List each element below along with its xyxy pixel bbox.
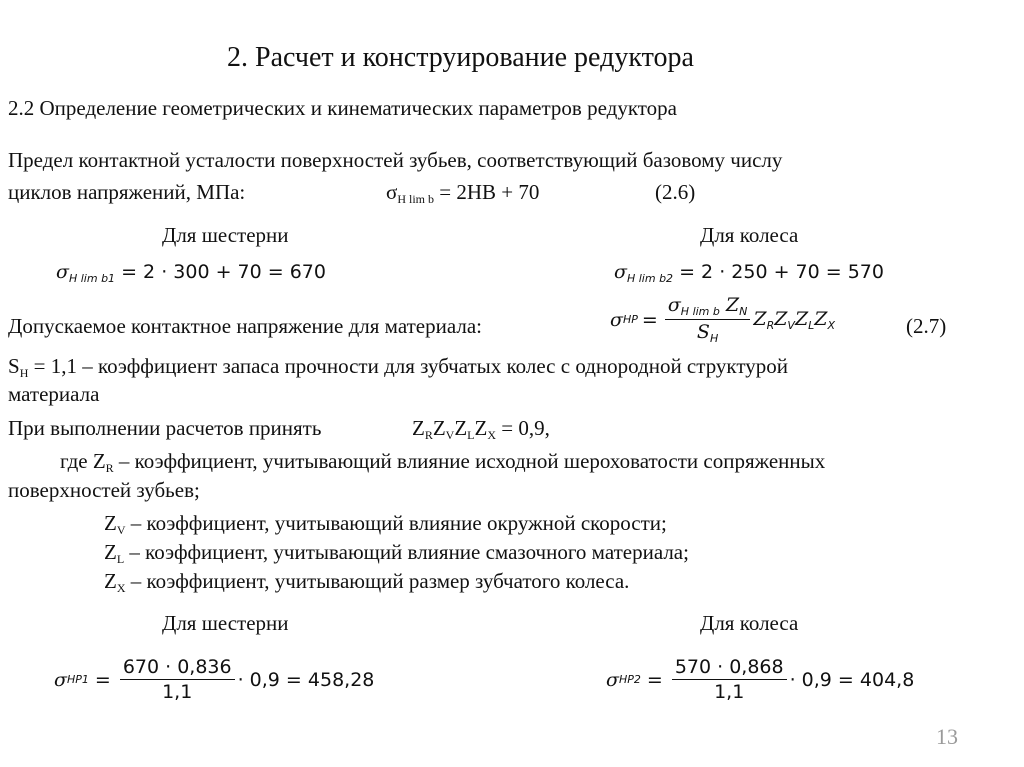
formula-2-7-lhs-sub: HP bbox=[622, 313, 638, 326]
formula-limit-wheel: $\sigma_{H lim b2} = 2 \cdot 250 + 70 = 570$ bbox=[614, 261, 884, 285]
formula-2-7: σ HP = $\frac{\sigma_{H lim b} Z_N}{S_H}$ $Z_RZ_VZ_LZ_X$ bbox=[610, 294, 836, 345]
formula-limit-pinion-sub: H lim b1 bbox=[68, 272, 116, 285]
formula-result-pinion: σ HP1 = $\frac{670 \cdot 0,836}{1,1}$ · 0,9 = 458,28 bbox=[54, 656, 375, 703]
zv-definition: $Z_V$ – коэффициент, учитывающий влияние окружной скорости; bbox=[104, 511, 667, 537]
formula-result-wheel-fraction: $\frac{570 \cdot 0,868}{1,1}$ bbox=[672, 656, 787, 703]
equation-number-2-7: (2.7) bbox=[906, 314, 947, 338]
label-pinion: Для шестерни bbox=[162, 223, 289, 247]
formula-result-pinion-fraction: $\frac{670 \cdot 0,836}{1,1}$ bbox=[120, 656, 235, 703]
zr-definition-cont: поверхностей зубьев; bbox=[8, 478, 200, 502]
safety-factor-cont: материала bbox=[8, 382, 100, 406]
para-fatigue-line2: циклов напряжений, МПа: bbox=[8, 180, 246, 204]
zl-definition: $Z_L$ – коэффициент, учитывающий влияние смазочного материала; bbox=[104, 540, 689, 566]
section-subtitle: 2.2 Определение геометрических и кинематических параметров редуктора bbox=[8, 96, 677, 120]
zx-definition: $Z_X$ – коэффициент, учитывающий размер зубчатого колеса. bbox=[104, 569, 630, 595]
formula-limit-pinion: $\sigma_{H lim b1} = 2 \cdot 300 + 70 = 670$ bbox=[56, 261, 326, 285]
accept-formula: $Z_RZ_VZ_LZ_X = 0,9$, bbox=[412, 416, 550, 442]
sigma-symbol: σ bbox=[386, 180, 398, 204]
formula-2-7-denominator: $S_H$ bbox=[696, 321, 719, 345]
equation-number-2-6: (2.6) bbox=[655, 180, 696, 204]
para-fatigue-line1: Предел контактной усталости поверхностей зубьев, соответствующий базовому числу bbox=[8, 148, 783, 172]
formula-limit-pinion-rhs: = 2 · 300 + 70 = 670 bbox=[115, 261, 326, 283]
label-wheel: Для колеса bbox=[700, 223, 799, 247]
formula-limit-wheel-rhs: = 2 · 250 + 70 = 570 bbox=[673, 261, 884, 283]
zr-definition: где $Z_R$ – коэффициент, учитывающий влияние исходной шероховатости сопряженных bbox=[60, 449, 826, 475]
label-wheel-2: Для колеса bbox=[700, 611, 799, 635]
formula-limit-wheel-sub: H lim b2 bbox=[626, 272, 674, 285]
safety-factor-paragraph: $S_H = 1,1$ – коэффициент запаса прочности для зубчатых колес с однородной структурой bbox=[8, 354, 788, 380]
slide-title: 2. Расчет и конструирование редуктора bbox=[227, 42, 694, 73]
formula-rhs: = 2HB + 70 bbox=[434, 180, 540, 204]
formula-2-7-tail: $Z_RZ_VZ_LZ_X$ bbox=[753, 307, 836, 332]
formula-2-6 bbox=[386, 180, 539, 207]
allowable-stress-text: Допускаемое контактное напряжение для материала: bbox=[8, 314, 482, 338]
formula-2-7-fraction bbox=[665, 294, 751, 345]
formula-2-7-numerator: $\sigma_{H lim b}$ $Z_N$ bbox=[665, 294, 751, 320]
label-pinion-2: Для шестерни bbox=[162, 611, 289, 635]
sigma-subscript: H lim b bbox=[397, 192, 434, 206]
formula-result-wheel: σ HP2 = $\frac{570 \cdot 0,868}{1,1}$ · 0,9 = 404,8 bbox=[606, 656, 915, 703]
accept-text: При выполнении расчетов принять bbox=[8, 416, 322, 440]
page-number: 13 bbox=[936, 724, 958, 749]
